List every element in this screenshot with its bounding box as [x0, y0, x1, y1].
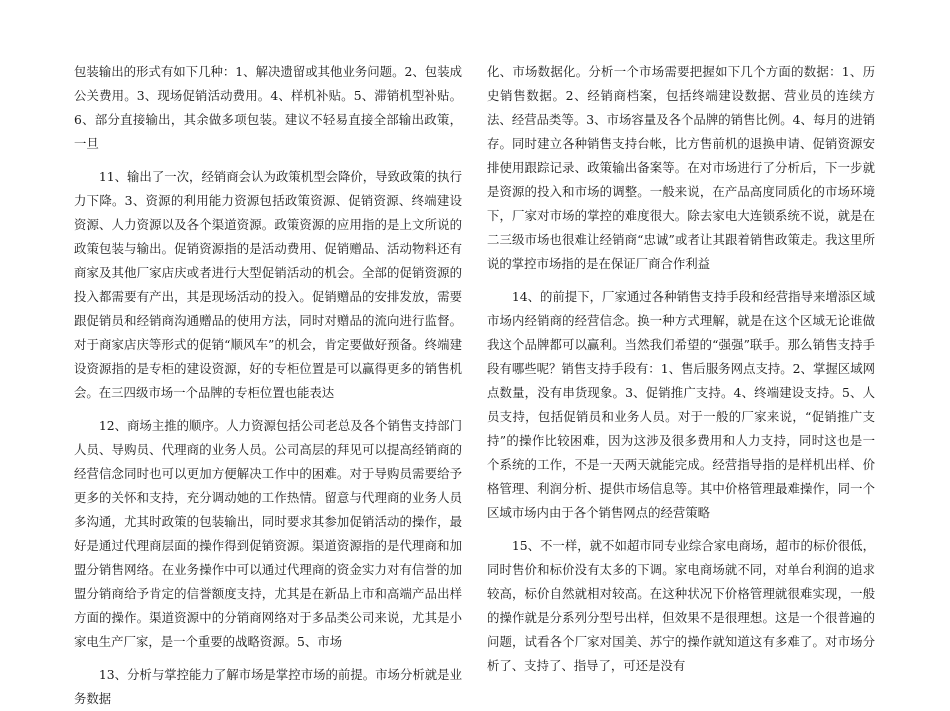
- paragraph-right-1: 化、市场数据化。分析一个市场需要把握如下几个方面的数据：1、历史销售数据。2、经销商档案，包括终端建设数据、营业员的连续方法、经营品类等。3、市场容量及各个品牌的销售比例。4、每月的进销存。同时建立各种销售支持台帐，比方售前机的退换申请、促销资源安排使用跟踪记录、政策输出备案等。在对市场进行了分析后，下一步就是资源的投入和市场的调整。一般来说，在产品高度同质化的市场环境下，厂家对市场的掌控的难度很大。除去家电大连锁系统不说，就是在二三级市场也很难让经销商“忠诚”或者让其跟着销售政策走。我这里所说的掌控市场指的是在保证厂商合作利益: [487, 64, 875, 271]
- right-text-column: [487, 60, 875, 678]
- paragraph-right-2: 14、的前提下，厂家通过各种销售支持手段和经营指导来增添区域市场内经销商的经营信念。换一种方式理解，就是在这个区域无论谁做我这个品牌都可以赢利。当然我们希望的“强强”联手。那么销售支持手段有哪些呢？销售支持手段有：1、售后服务网点支持。2、掌握区域网点数量，没有串货现象。3、促销推广支持。4、终端建设支持。5、人员支持，包括促销员和业务人员。对于一般的厂家来说，“促销推广支持”的操作比较困难，因为这涉及很多费用和人力支持，同时这也是一个系统的工作，不是一天两天就能完成。经营指导指的是样机出样、价格管理、利润分析、提供市场信息等。其中价格管理最难操作，同一个区域市场内由于各个销售网点的经营策略: [487, 289, 875, 520]
- paragraph-left-2: 11、输出了一次，经销商会认为政策机型会降价，导致政策的执行力下降。3、资源的利用能力资源包括政策资源、促销资源、终端建设资源、人力资源以及各个渠道资源。政策资源的应用指的是上文所说的政策包装与输出。促销资源指的是活动费用、促销赠品、活动物料还有商家及其他厂家店庆或者进行大型促销活动的机会。全部的促销资源的投入都需要有产出，其是现场活动的投入。促销赠品的安排发放，需要跟促销员和经销商沟通赠品的使用方法，同时对赠品的流向进行监督。对于商家店庆等形式的促销“顺风车”的机会，肯定要做好预备。终端建设资源指的是专柜的建设资源，好的专柜位置是可以赢得更多的销售机会。在三四级市场一个品牌的专柜位置也能表达: [74, 169, 462, 400]
- paragraph-left-3: 12、商场主推的顺序。人力资源包括公司老总及各个销售支持部门人员、导购员、代理商的业务人员。公司高层的拜见可以提高经销商的经营信念同时也可以更加方便解决工作中的困难。对于导购员需要给予更多的关怀和支持，充分调动她的工作热情。留意与代理商的业务人员多沟通，尤其时政策的包装输出，同时要求其参加促销活动的操作，最好是通过代理商层面的操作得到促销资源。渠道资源指的是代理商和加盟分销售网络。在业务操作中可以通过代理商的资金实力对有信誉的加盟分销商给予肯定的信誉额度支持，尤其是在新品上市和高端产品出样方面的操作。渠道资源中的分销商网络对于多品类公司来说，尤其是小家电生产厂家，是一个重要的战略资源。5、市场: [74, 418, 462, 649]
- paragraph-right-3: 15、不一样，就不如超市同专业综合家电商场，超市的标价很低，同时售价和标价没有太多的下调。家电商场就不同，对单台利润的追求较高，标价自然就相对较高。在这种状况下价格管理就很难实现，一般的操作就是分系列分型号出样，但效果不是很理想。这是一个很普遍的问题，试看各个厂家对国美、苏宁的操作就知道这有多难了。对市场分析了、支持了、指导了，可还是没有: [487, 538, 875, 673]
- paragraph-left-1: 包装输出的形式有如下几种：1、解决遗留或其他业务问题。2、包装成公关费用。3、现场促销活动费用。4、样机补贴。5、滞销机型补贴。6、部分直接输出，其余做多项包装。建议不轻易直接全部输出政策，一旦: [74, 64, 462, 151]
- paragraph-left-4: 13、分析与掌控能力了解市场是掌控市场的前提。市场分析就是业务数据: [74, 667, 462, 706]
- left-text-column: [74, 60, 462, 711]
